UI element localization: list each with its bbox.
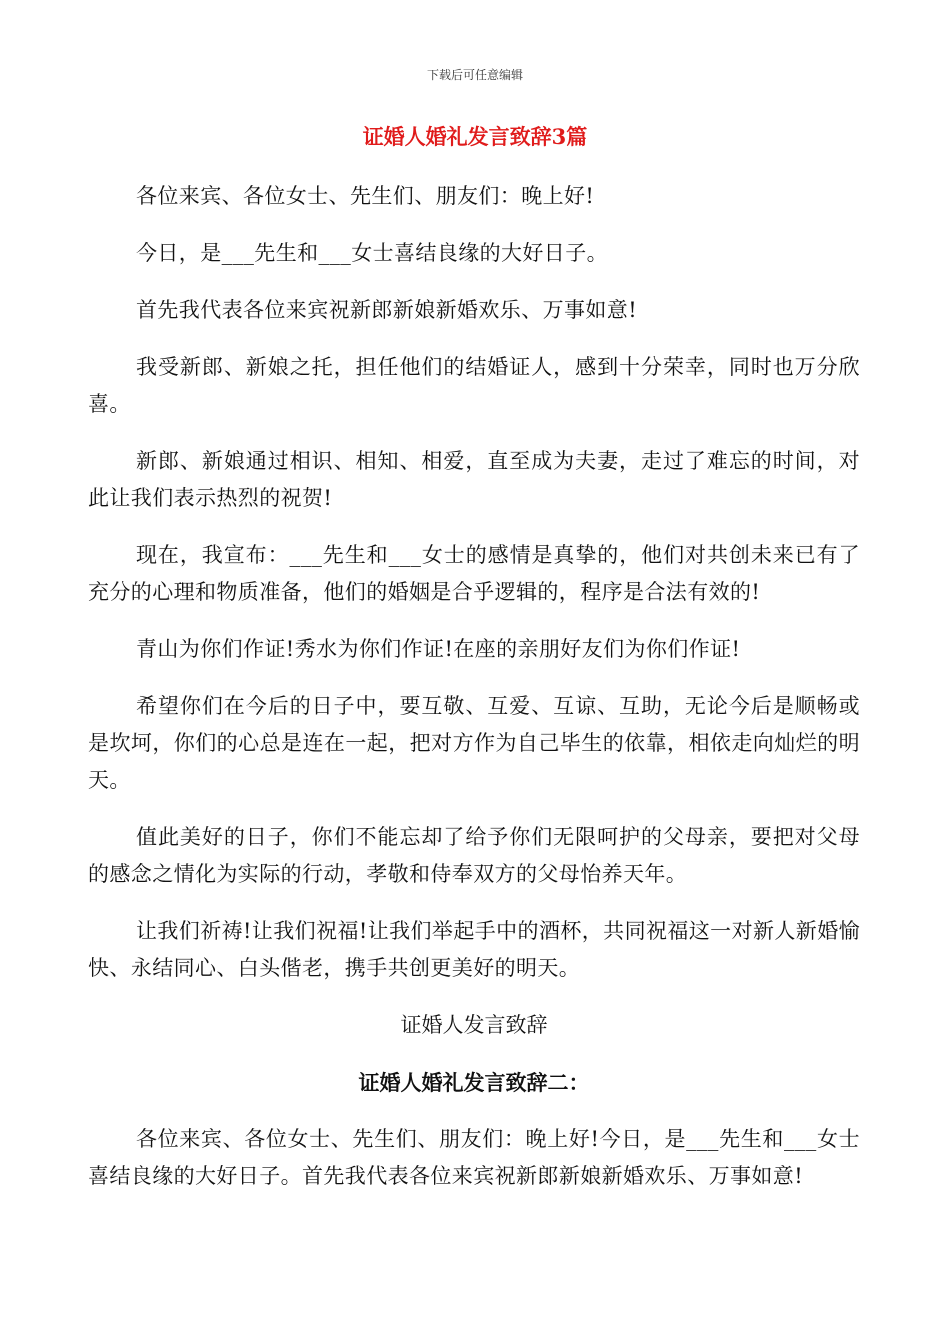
paragraph: 让我们祈祷!让我们祝福!让我们举起手中的酒杯，共同祝福这一对新人新婚愉快、永结同心、白头偕老，携手共创更美好的明天。 bbox=[88, 919, 860, 980]
paragraph: 首先我代表各位来宾祝新郎新娘新婚欢乐、万事如意! bbox=[136, 298, 638, 322]
paragraph: 现在，我宣布：___先生和___女士的感情是真挚的，他们对共创未来已有了充分的心理和物质准备，他们的婚姻是合乎逻辑的，程序是合法有效的! bbox=[88, 543, 860, 604]
center-line: 证婚人发言致辞 bbox=[400, 1013, 548, 1037]
paragraph: 希望你们在今后的日子中，要互敬、互爱、互谅、互助，无论今后是顺畅或是坎坷，你们的心总是连在一起，把对方作为自己毕生的依靠，相依走向灿烂的明天。 bbox=[88, 694, 860, 792]
document-body bbox=[88, 178, 860, 1215]
document-title: 证婚人婚礼发言致辞3篇 bbox=[362, 124, 588, 149]
paragraph: 我受新郎、新娘之托，担任他们的结婚证人，感到十分荣幸，同时也万分欣喜。 bbox=[88, 355, 860, 416]
paragraph: 今日，是___先生和___女士喜结良缘的大好日子。 bbox=[136, 241, 608, 265]
paragraph: 青山为你们作证!秀水为你们作证!在座的亲朋好友们为你们作证! bbox=[136, 637, 741, 661]
paragraph: 各位来宾、各位女士、先生们、朋友们：晚上好! bbox=[136, 184, 595, 208]
paragraph: 各位来宾、各位女士、先生们、朋友们：晚上好!今日，是___先生和___女士喜结良缘的大好日子。首先我代表各位来宾祝新郎新娘新婚欢乐、万事如意! bbox=[88, 1127, 860, 1188]
section-heading: 证婚人婚礼发言致辞二： bbox=[358, 1070, 590, 1095]
paragraph: 值此美好的日子，你们不能忘却了给予你们无限呵护的父母亲，要把对父母的感念之情化为实际的行动，孝敬和侍奉双方的父母怡养天年。 bbox=[88, 825, 860, 886]
paragraph: 新郎、新娘通过相识、相知、相爱，直至成为夫妻，走过了难忘的时间，对此让我们表示热烈的祝贺! bbox=[88, 449, 860, 510]
header-note: 下载后可任意编辑 bbox=[426, 68, 523, 82]
